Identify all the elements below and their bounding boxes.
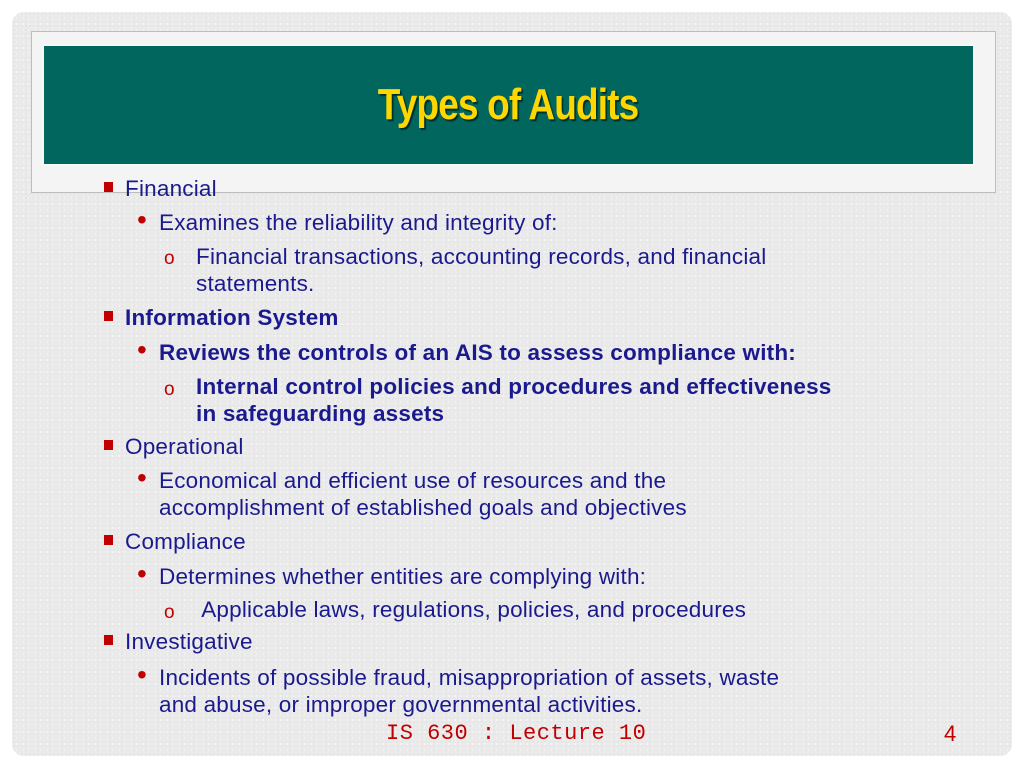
bullet-level3-continuation: in safeguarding assets — [196, 401, 445, 426]
dot-bullet-icon: • — [137, 659, 147, 690]
bullet-level3: Financial transactions, accounting records, and financial — [196, 244, 767, 269]
bullet-level3: Applicable laws, regulations, policies, and procedures — [196, 597, 747, 622]
bullet-level2: Determines whether entities are complying with: — [159, 564, 647, 589]
square-bullet-icon — [104, 635, 113, 645]
dot-bullet-icon: • — [137, 204, 147, 235]
dot-bullet-icon: • — [137, 462, 147, 493]
bullet-level2-continuation: and abuse, or improper governmental activities. — [159, 692, 643, 717]
slide-title: Types of Audits — [378, 80, 639, 129]
bullet-level1: Investigative — [125, 629, 253, 654]
bullet-level1: Information System — [125, 305, 339, 330]
footer-text: IS 630 : Lecture 10 — [386, 721, 647, 746]
bullet-level2: Economical and efficient use of resources and the — [159, 468, 667, 493]
bullet-level1: Financial — [125, 176, 217, 201]
square-bullet-icon — [104, 311, 113, 321]
dot-bullet-icon: • — [137, 558, 147, 589]
bullet-level2: Examines the reliability and integrity of: — [159, 210, 558, 235]
bullet-level3: Internal control policies and procedures and effectiveness — [196, 374, 832, 399]
bullet-level3-continuation: statements. — [196, 271, 315, 296]
bullet-list — [12, 12, 1012, 756]
square-bullet-icon — [104, 440, 113, 450]
bullet-level2-continuation: accomplishment of established goals and objectives — [159, 495, 687, 520]
bullet-level2: Incidents of possible fraud, misappropriation of assets, waste — [159, 665, 780, 690]
ring-bullet-icon: o — [164, 379, 175, 400]
bullet-level1: Operational — [125, 434, 244, 459]
page-number: 4 — [944, 721, 957, 746]
bullet-level1: Compliance — [125, 529, 246, 554]
square-bullet-icon — [104, 535, 113, 545]
square-bullet-icon — [104, 182, 113, 192]
bullet-level2: Reviews the controls of an AIS to assess compliance with: — [159, 340, 796, 365]
ring-bullet-icon: o — [164, 248, 175, 269]
dot-bullet-icon: • — [137, 334, 147, 365]
slide — [12, 12, 1012, 756]
ring-bullet-icon: o — [164, 602, 175, 623]
